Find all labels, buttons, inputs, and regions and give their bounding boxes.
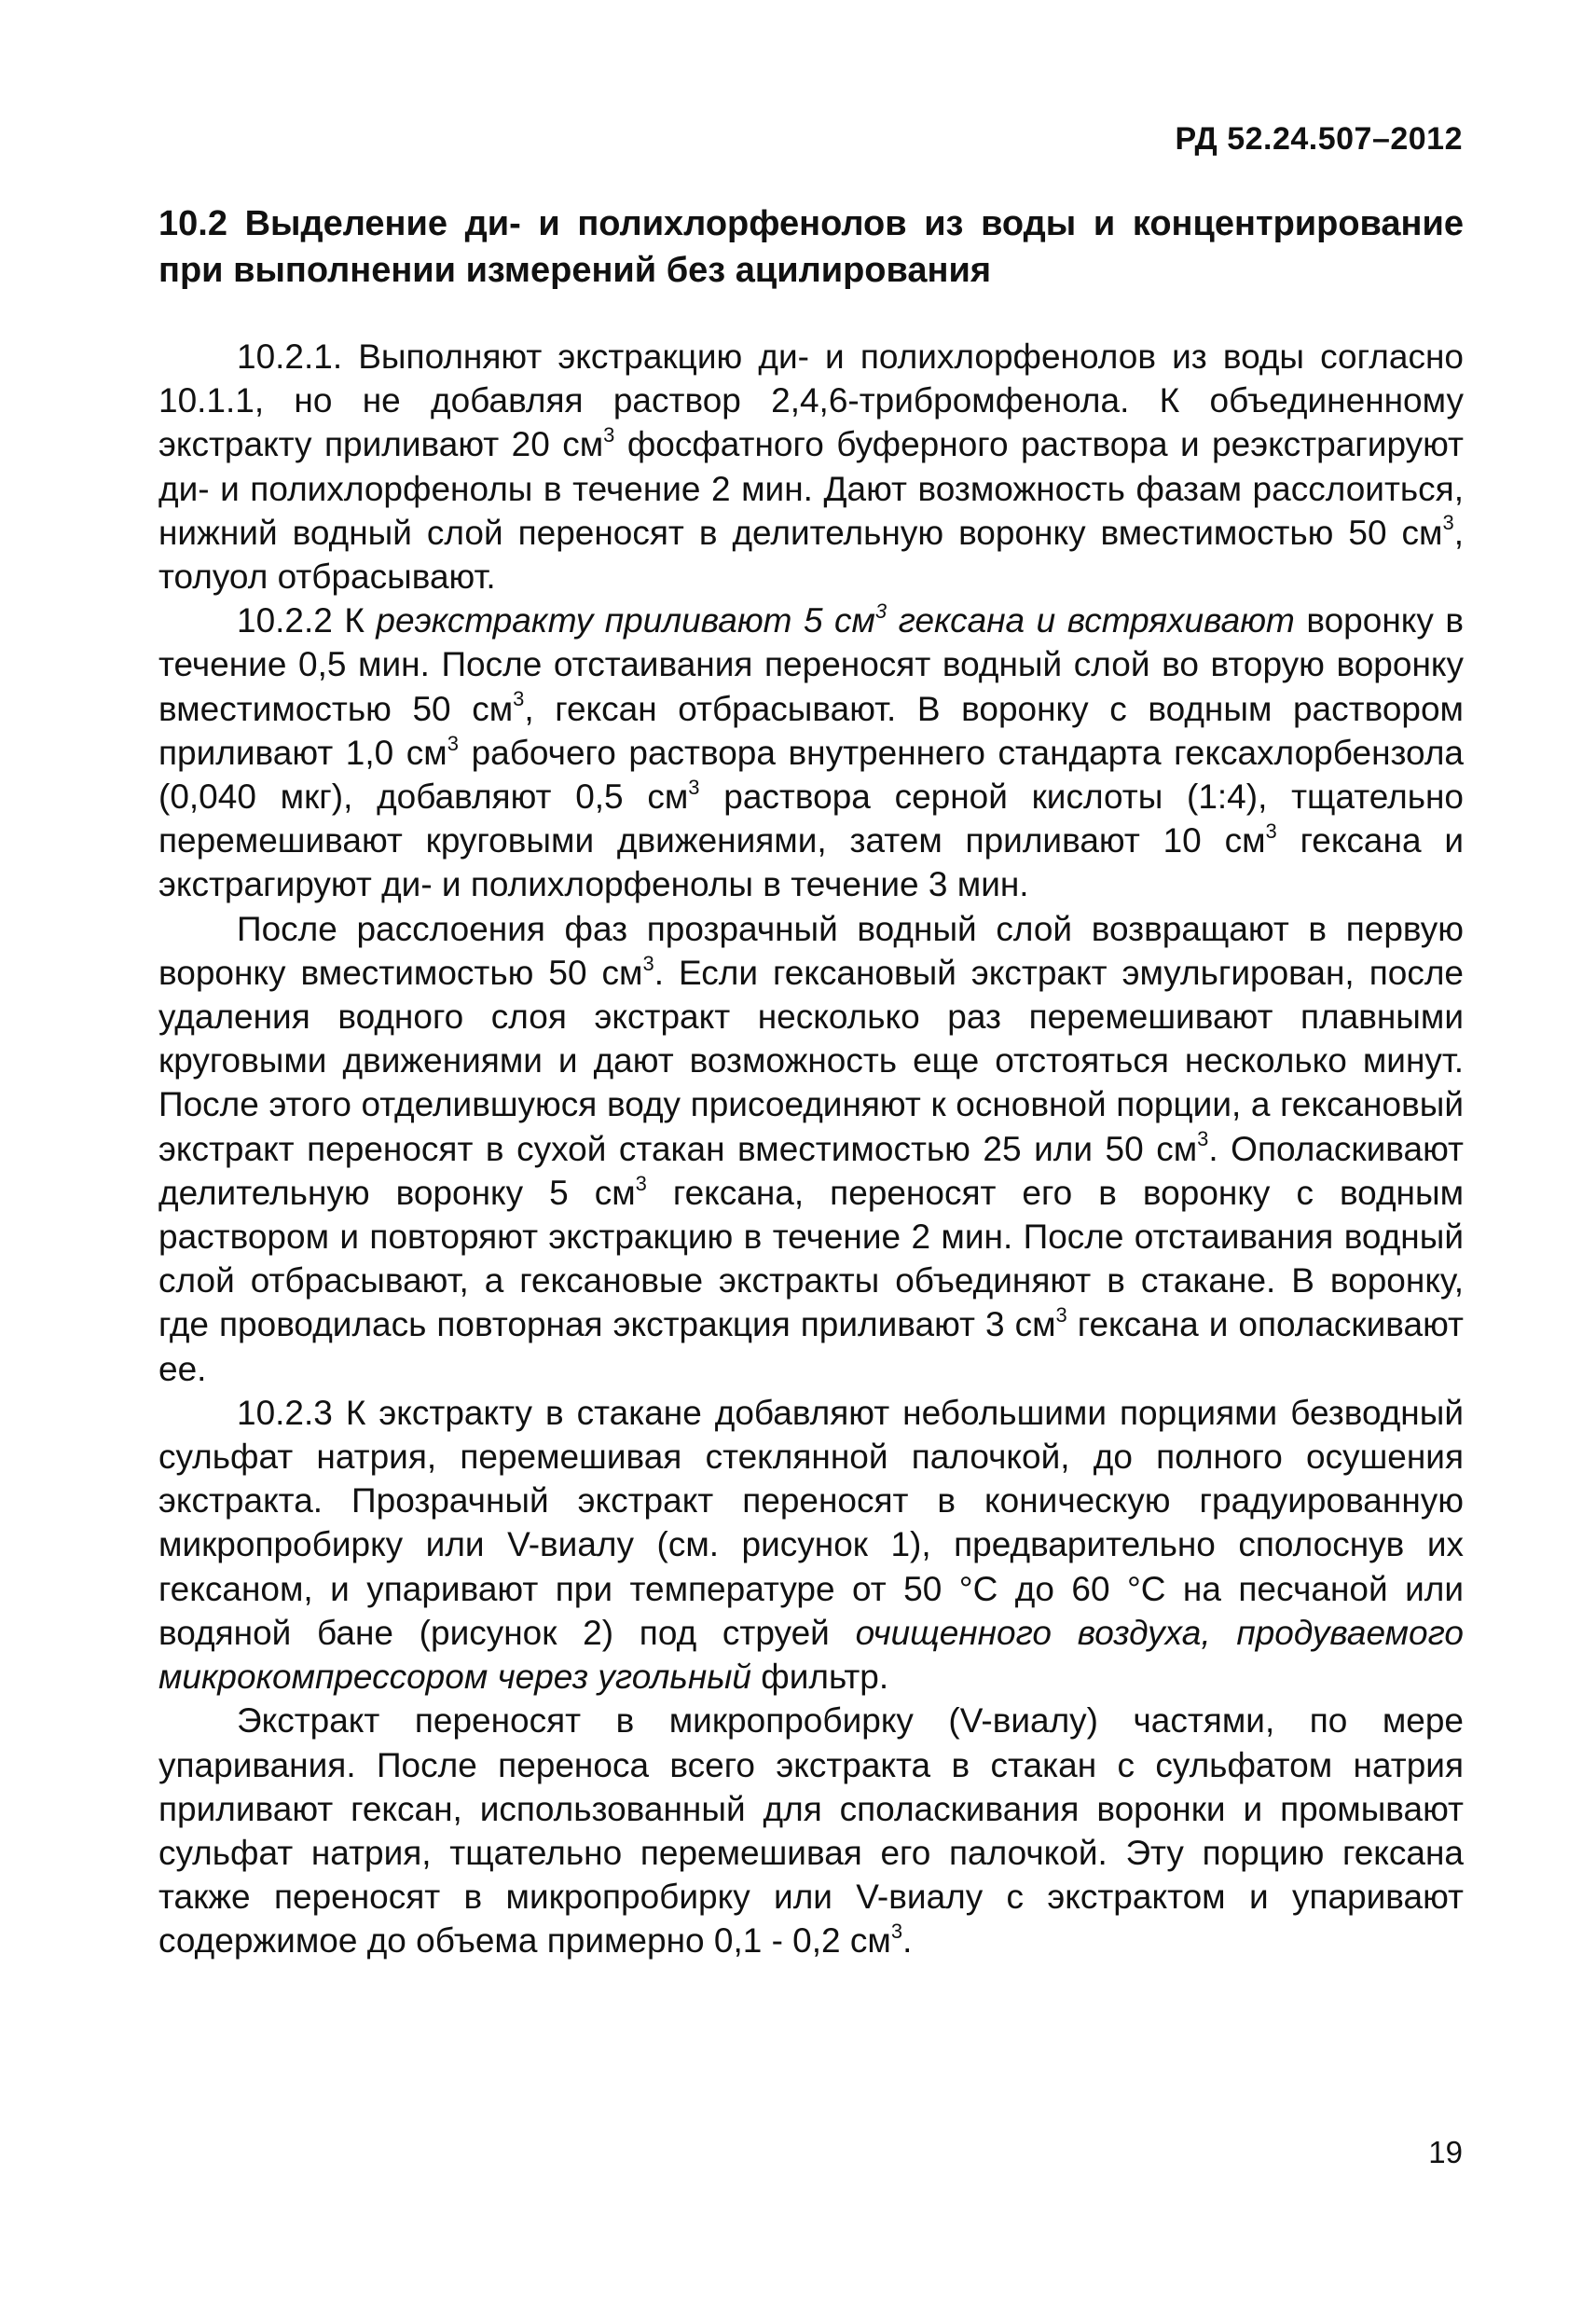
paragraph-10-2-1	[158, 335, 1464, 599]
superscript: 3	[447, 731, 459, 755]
text-run: гексана и экстрагируют ди- и полихлорфенолы в течение 3 мин.	[158, 821, 1464, 904]
superscript: 3	[1265, 819, 1277, 843]
text-run: фосфатного буферного раствора и реэкстрагируют ди- и полихлорфенолы в течение 2 мин. Дают возможность фазам расслоиться, нижний водный слой переносят в делительную воронку вместимостью 50 см	[158, 425, 1464, 552]
text-run: 10.2.3 К экстракту в стакане добавляют небольшими порциями безводный сульфат натрия, перемешивая стеклянной палочкой, до полного осушения экстракта. Прозрачный экстракт переносят в коническую градуированную микропробирку или V-виалу (см. рисунок 1), предварительно сполоснув их гексаном, и упаривают при температуре от 50 °С до 60 °С на песчаной или водяной бане (рисунок 2) под струей	[158, 1393, 1464, 1652]
superscript: 3	[890, 1919, 903, 1943]
superscript: 3	[635, 1171, 647, 1195]
superscript: 3	[874, 599, 887, 623]
page-content	[158, 200, 1464, 1963]
superscript: 3	[688, 775, 700, 799]
superscript: 3	[1055, 1303, 1067, 1328]
paragraph-10-2-3	[158, 1391, 1464, 1699]
text-run: 10.2.1. Выполняют экстракцию ди- и полихлорфенолов из воды согласно 10.1.1, но не добавляя раствор 2,4,6-трибромфенола. К объединенному экстракту приливают 20 см	[158, 337, 1464, 464]
superscript: 3	[603, 423, 615, 447]
paragraph-phase-separation	[158, 907, 1464, 1391]
superscript: 3	[1442, 511, 1454, 535]
paragraph-extract-transfer	[158, 1699, 1464, 1962]
text-run: После расслоения фаз прозрачный водный слой возвращают в первую воронку вместимостью 50 см	[158, 909, 1464, 992]
text-run-italic: реэкстракту приливают 5 см	[376, 601, 875, 640]
document-code: РД 52.24.507–2012	[1175, 121, 1463, 157]
section-heading: 10.2 Выделение ди- и полихлорфенолов из воды и концентрирование при выполнении измерений без ацилирования	[158, 204, 1464, 290]
page-number: 19	[1428, 2135, 1463, 2169]
text-run: гексана, переносят его в воронку с водным раствором и повторяют экстракцию в течение 2 мин. После отстаивания водный слой отбрасывают, а гексановые экстракты объединяют в стакане. В воронку, где проводилась повторная экстракция приливают 3 см	[158, 1173, 1465, 1344]
text-run-italic: гексана и встряхивают	[887, 601, 1295, 640]
superscript: 3	[513, 687, 525, 711]
text-run: фильтр.	[751, 1658, 889, 1697]
superscript: 3	[642, 951, 654, 975]
text-run: Экстракт переносят в микропробирку (V-виалу) частями, по мере упаривания. После переноса всего экстракта в стакан с сульфатом натрия приливают гексан, использованный для споласкивания воронки и промывают сульфат натрия, тщательно перемешивая его палочкой. Эту порцию гексана также переносят в микропробирку или V-виалу с экстрактом и упаривают содержимое до объема примерно 0,1 - 0,2 см	[158, 1701, 1464, 1961]
text-run: рабочего раствора внутреннего стандарта гексахлорбензола (0,040 мкг), добавляют 0,5 см	[158, 733, 1464, 817]
text-run: раствора серной кислоты (1:4), тщательно перемешивают круговыми движениями, затем приливают 10 см	[158, 778, 1464, 860]
text-run: 10.2.2 К	[237, 601, 377, 640]
text-run: . Ополаскивают делительную воронку 5 см	[158, 1129, 1464, 1212]
text-run: , толуол отбрасывают.	[158, 513, 1464, 597]
superscript: 3	[1197, 1127, 1209, 1151]
text-run: воронку в течение 0,5 мин. После отстаивания переносят водный слой во вторую воронку вместимостью 50 см	[158, 601, 1465, 728]
text-run: . Если гексановый экстракт эмульгирован, после удаления водного слоя экстракт несколько раз перемешивают плавными круговыми движениями и дают возможность еще отстояться несколько минут. После этого отделившуюся воду присоединяют к основной порции, а гексановый экстракт переносят в сухой стакан вместимостью 25 или 50 см	[158, 953, 1464, 1168]
paragraph-10-2-2	[158, 599, 1464, 906]
text-run-italic: очищенного воздуха, продуваемого микрокомпрессором через угольный	[158, 1613, 1464, 1697]
text-run: гексана и ополаскивают ее.	[158, 1305, 1464, 1388]
text-run: , гексан отбрасывают. В воронку с водным раствором приливают 1,0 см	[158, 689, 1464, 772]
text-run: .	[902, 1921, 913, 1961]
